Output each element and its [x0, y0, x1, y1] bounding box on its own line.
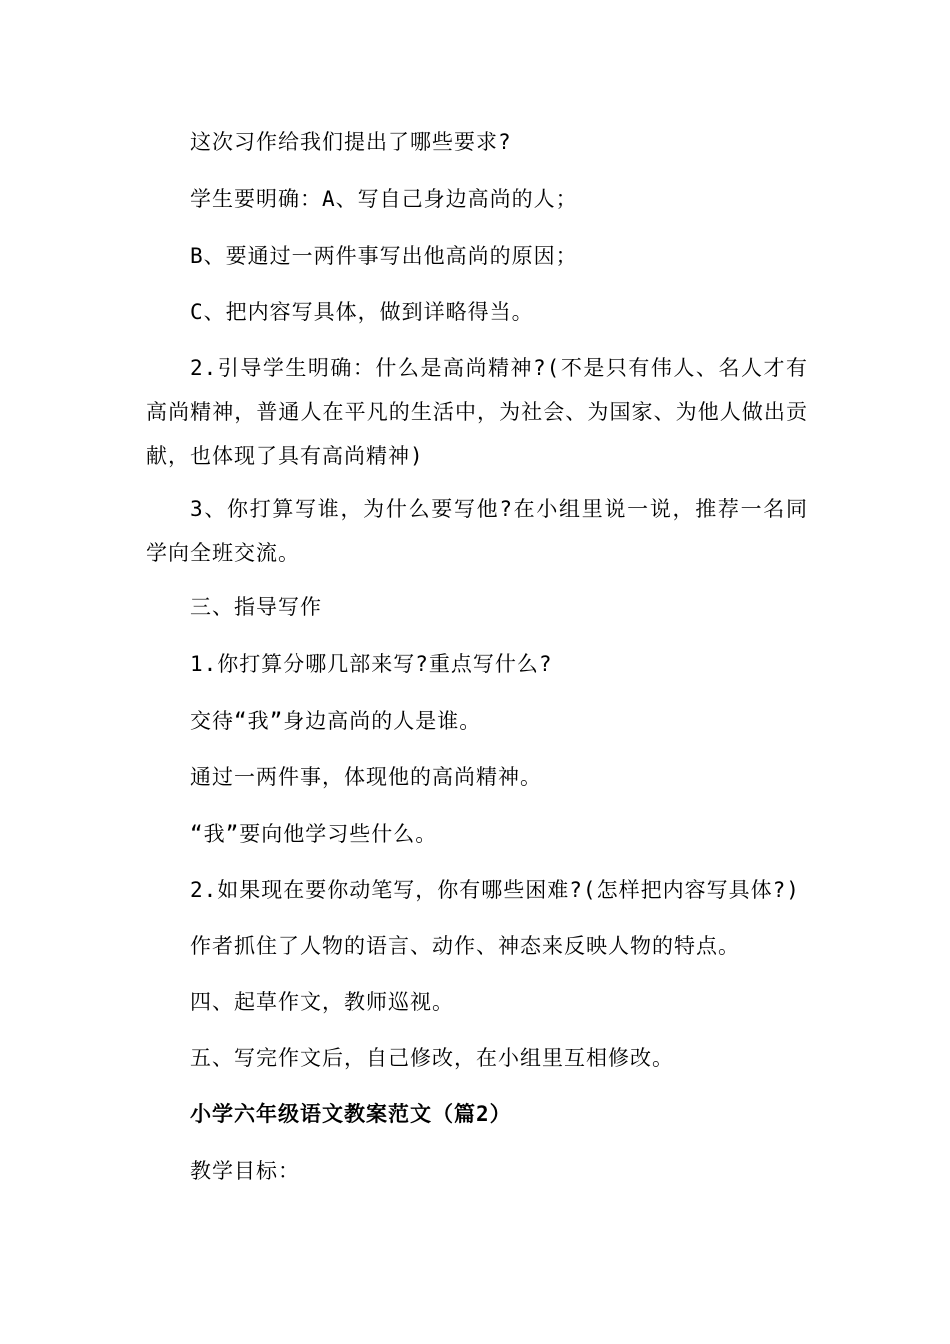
section-heading: 五、写完作文后，自己修改，在小组里互相修改。	[190, 1046, 674, 1070]
paragraph: 这次习作给我们提出了哪些要求?	[190, 130, 512, 154]
paragraph: 作者抓住了人物的语言、动作、神态来反映人物的特点。	[190, 934, 740, 958]
section-heading: 四、起草作文，教师巡视。	[190, 990, 454, 1014]
paragraph: “我”要向他学习些什么。	[190, 822, 438, 846]
paragraph: 2.如果现在要你动笔写，你有哪些困难?(怎样把内容写具体?)	[190, 878, 800, 902]
paragraph: 1.你打算分哪几部来写?重点写什么?	[190, 652, 553, 676]
paragraph-multiline	[146, 346, 808, 478]
paragraph: 学生要明确：A、写自己身边高尚的人；	[190, 187, 578, 211]
paragraph: 教学目标：	[190, 1159, 300, 1183]
paragraph: 交待“我”身边高尚的人是谁。	[190, 709, 482, 733]
paragraph: 2.引导学生明确：什么是高尚精神?(不是只有伟人、名人才有高尚精神，普通人在平凡的生活中，为社会、为国家、为他人做出贡献，也体现了具有高尚精神)	[146, 356, 808, 468]
paragraph: B、要通过一两件事写出他高尚的原因；	[190, 244, 578, 268]
paragraph: 3、你打算写谁，为什么要写他?在小组里说一说，推荐一名同学向全班交流。	[146, 497, 808, 565]
paragraph-multiline	[146, 487, 808, 575]
paragraph: 通过一两件事，体现他的高尚精神。	[190, 765, 542, 789]
paragraph: C、把内容写具体，做到详略得当。	[190, 300, 534, 324]
section-heading: 三、指导写作	[190, 595, 322, 619]
article-heading: 小学六年级语文教案范文（篇2）	[190, 1102, 512, 1126]
